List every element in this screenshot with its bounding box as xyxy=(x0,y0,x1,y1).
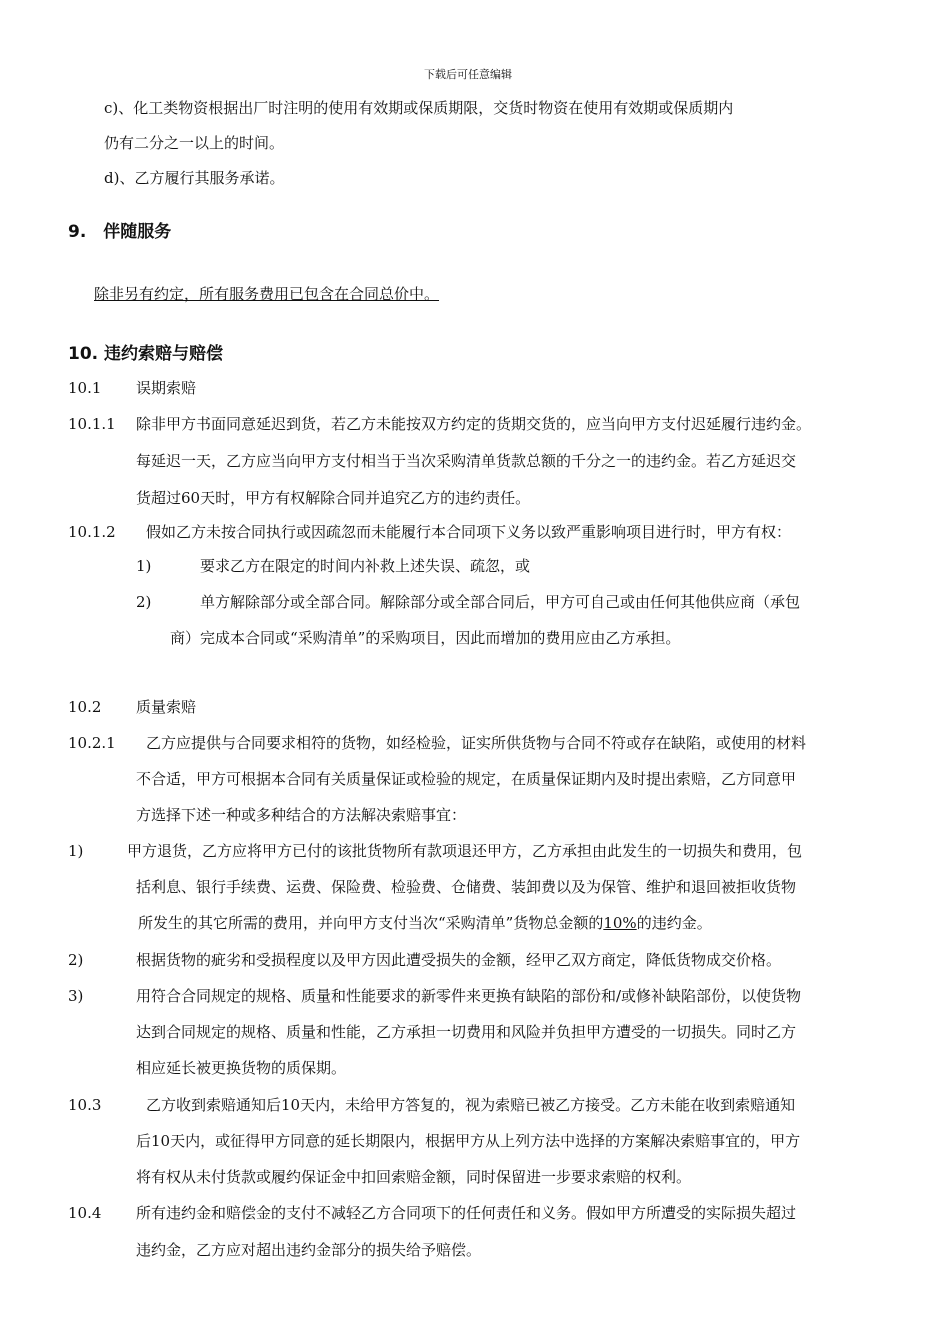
remedy-1-line3-end: 的违约金。 xyxy=(636,914,712,932)
clause-10-1-2-item2-line1: 单方解除部分或全部合同。解除部分或全部合同后，甲方可自己或由任何其他供应商（承包 xyxy=(200,593,801,611)
clause-10-2-1-number: 10.2.1 xyxy=(68,734,116,752)
clause-10-1-1-number: 10.1.1 xyxy=(68,415,116,433)
clause-c-line2: 仍有二分之一以上的时间。 xyxy=(104,134,285,152)
clause-c-line1: c)、化工类物资根据出厂时注明的使用有效期或保质期限，交货时物资在使用有效期或保质期内 xyxy=(104,99,734,117)
remedy-1-line3 xyxy=(138,913,712,933)
clause-10-1-2-item2-line2: 商）完成本合同或“采购清单”的采购项目，因此而增加的费用应由乙方承担。 xyxy=(170,629,681,647)
clause-10-3-number: 10.3 xyxy=(68,1096,102,1114)
clause-10-1-1-line2: 每延迟一天，乙方应当向甲方支付相当于当次采购清单货款总额的千分之一的违约金。若乙方延迟交 xyxy=(136,452,797,470)
remedy-1-line2: 括利息、银行手续费、运费、保险费、检验费、仓储费、装卸费以及为保管、维护和退回被拒收货物 xyxy=(136,878,797,896)
penalty-percent: 10% xyxy=(603,914,637,932)
remedy-3-line1: 用符合合同规定的规格、质量和性能要求的新零件来更换有缺陷的部份和/或修补缺陷部份，以使货物 xyxy=(136,987,802,1005)
clause-10-1-1-line3: 货超过60天时，甲方有权解除合同并追究乙方的违约责任。 xyxy=(136,489,531,507)
remedy-3-line3: 相应延长被更换货物的质保期。 xyxy=(136,1059,347,1077)
remedy-3-number: 3) xyxy=(68,987,84,1005)
clause-10-2-number: 10.2 xyxy=(68,698,102,716)
clause-10-1-title: 误期索赔 xyxy=(136,379,197,397)
clause-10-1-2-number: 10.1.2 xyxy=(68,523,116,541)
clause-10-1-number: 10.1 xyxy=(68,379,102,397)
clause-10-4-line2: 违约金，乙方应对超出违约金部分的损失给予赔偿。 xyxy=(136,1241,482,1259)
clause-10-3-line2: 后10天内，或征得甲方同意的延长期限内，根据甲方从上列方法中选择的方案解决索赔事宜的，甲方 xyxy=(136,1132,801,1150)
section-9-heading: 9. 伴随服务 xyxy=(68,222,172,242)
clause-10-1-2-item2-number: 2) xyxy=(136,593,152,611)
clause-10-2-1-line3: 方选择下述一种或多种结合的方法解决索赔事宜： xyxy=(136,806,467,824)
clause-10-1-1-line1: 除非甲方书面同意延迟到货，若乙方未能按双方约定的货期交货的，应当向甲方支付迟延履行违约金。 xyxy=(136,415,812,433)
clause-10-4-number: 10.4 xyxy=(68,1204,102,1222)
remedy-2-line1: 根据货物的疵劣和受损程度以及甲方因此遭受损失的金额，经甲乙双方商定，降低货物成交价格。 xyxy=(136,951,782,969)
section-10-heading: 10. 违约索赔与赔偿 xyxy=(68,344,224,364)
remedy-1-number: 1) xyxy=(68,842,84,860)
section-9-text: 除非另有约定，所有服务费用已包含在合同总价中。 xyxy=(94,285,440,303)
clause-10-1-2-item1: 要求乙方在限定的时间内补救上述失误、疏忽，或 xyxy=(200,557,531,575)
clause-10-2-1-line1: 乙方应提供与合同要求相符的货物，如经检验，证实所供货物与合同不符或存在缺陷，或使用的材料 xyxy=(146,734,807,752)
clause-10-3-line1: 乙方收到索赔通知后10天内，未给甲方答复的，视为索赔已被乙方接受。乙方未能在收到索赔通知 xyxy=(146,1096,796,1114)
clause-10-1-2-line1: 假如乙方未按合同执行或因疏忽而未能履行本合同项下义务以致严重影响项目进行时，甲方有权： xyxy=(146,523,792,541)
clause-10-1-2-item1-number: 1) xyxy=(136,557,152,575)
clause-10-2-1-line2: 不合适，甲方可根据本合同有关质量保证或检验的规定，在质量保证期内及时提出索赔，乙方同意甲 xyxy=(136,770,797,788)
clause-10-3-line3: 将有权从未付货款或履约保证金中扣回索赔金额，同时保留进一步要求索赔的权利。 xyxy=(136,1168,692,1186)
page-header-note: 下载后可任意编辑 xyxy=(424,68,512,81)
remedy-1-line1: 甲方退货，乙方应将甲方已付的该批货物所有款项退还甲方，乙方承担由此发生的一切损失和费用，包 xyxy=(127,842,803,860)
remedy-3-line2: 达到合同规定的规格、质量和性能，乙方承担一切费用和风险并负担甲方遭受的一切损失。同时乙方 xyxy=(136,1023,797,1041)
clause-d: d)、乙方履行其服务承诺。 xyxy=(104,169,285,187)
remedy-2-number: 2) xyxy=(68,951,84,969)
clause-10-2-title: 质量索赔 xyxy=(136,698,197,716)
remedy-1-line3-text: 所发生的其它所需的费用，并向甲方支付当次“采购清单”货物总金额的 xyxy=(138,914,604,932)
clause-10-4-line1: 所有违约金和赔偿金的支付不减轻乙方合同项下的任何责任和义务。假如甲方所遭受的实际损失超过 xyxy=(136,1204,797,1222)
